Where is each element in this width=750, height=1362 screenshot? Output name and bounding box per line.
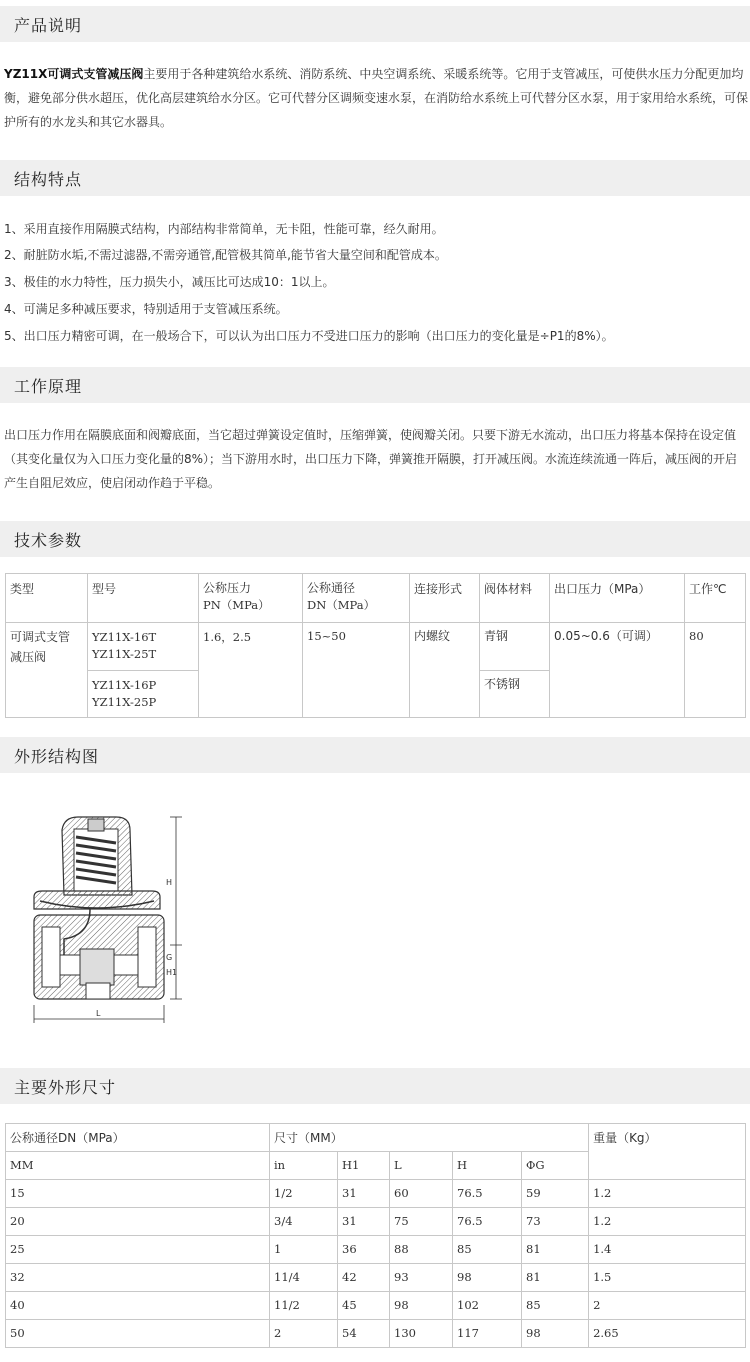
feature-item: 3、极佳的水力特性，压力损失小，减压比可达成10：1以上。	[4, 275, 335, 289]
table-cell: 85	[453, 1236, 522, 1264]
table-cell: 130	[390, 1320, 453, 1348]
h-label: H	[166, 878, 173, 887]
table-cell: 2	[589, 1292, 746, 1320]
header-cell: 尺寸（MM）	[270, 1124, 589, 1152]
table-cell: 40	[6, 1292, 270, 1320]
table-cell: 81	[522, 1236, 589, 1264]
section-header-description	[0, 6, 750, 42]
diaphragm-housing	[34, 891, 160, 909]
description-paragraph	[4, 62, 748, 134]
table-cell: 2.65	[589, 1320, 746, 1348]
table-cell: 98	[522, 1320, 589, 1348]
table-cell: 20	[6, 1208, 270, 1236]
principle-paragraph: 出口压力作用在隔膜底面和阀瓣底面，当它超过弹簧设定值时，压缩弹簧，使阀瓣关闭。只要下游无水流动，出口压力将基本保持在设定值（其变化量仅为入口压力变化量的8%）；当下游用水时，出口压力下降，弹簧推开隔膜，打开减压阀。水流连续流通一阵后，减压阀的开启产生自阻尼效应，使启闭动作趋于平稳。	[4, 428, 738, 490]
feature-item: 1、采用直接作用隔膜式结构，内部结构非常简单，无卡阻，性能可靠，经久耐用。	[4, 222, 444, 236]
dn-cell: 15~50	[303, 623, 410, 718]
table-cell: 102	[453, 1292, 522, 1320]
type-cell: 可调式支管 减压阀	[6, 623, 88, 718]
table-row	[6, 1236, 746, 1264]
adjust-screw	[88, 819, 104, 831]
header-cell: 类型	[6, 574, 88, 623]
table-cell: 11/2	[270, 1292, 338, 1320]
table-cell: 98	[390, 1292, 453, 1320]
header-cell: MM	[6, 1152, 270, 1180]
section-title: 技术参数	[14, 530, 83, 550]
feature-item: 5、出口压力精密可调，在一般场合下，可以认为出口压力不受进口压力的影响（出口压力的变化量是÷P1的8%）。	[4, 329, 614, 343]
table-cell: 2	[270, 1320, 338, 1348]
header-cell: 出口压力（MPa）	[550, 574, 685, 623]
h1-label: H1	[166, 968, 178, 977]
table-cell: 45	[338, 1292, 390, 1320]
section-header-drawing	[0, 737, 750, 773]
header-cell: 连接形式	[410, 574, 480, 623]
table-cell: 75	[390, 1208, 453, 1236]
table-cell: 25	[6, 1236, 270, 1264]
outlet-pressure-cell: 0.05~0.6（可调）	[550, 623, 685, 718]
table-cell: 11/4	[270, 1264, 338, 1292]
table-cell: 1.4	[589, 1236, 746, 1264]
header-cell: 型号	[88, 574, 199, 623]
table-cell: 60	[390, 1180, 453, 1208]
table-cell: 59	[522, 1180, 589, 1208]
feature-item: 2、耐脏防水垢,不需过滤器,不需旁通管,配管极其简单,能节省大量空间和配管成本。	[4, 248, 447, 262]
table-cell: 1.2	[589, 1180, 746, 1208]
section-title: 外形结构图	[14, 746, 100, 766]
valve-outline-drawing	[20, 805, 190, 1030]
table-cell: 1.2	[589, 1208, 746, 1236]
table-cell: 42	[338, 1264, 390, 1292]
section-header-params	[0, 521, 750, 557]
dims-header-row	[6, 1124, 746, 1152]
material-cell: 不锈钢	[480, 671, 550, 718]
table-cell: 50	[6, 1320, 270, 1348]
table-cell: 98	[453, 1264, 522, 1292]
table-cell: 76.5	[453, 1208, 522, 1236]
model-cell: YZ11X-16P YZ11X-25P	[88, 671, 199, 718]
l-label: L	[96, 1009, 101, 1018]
table-cell: 76.5	[453, 1180, 522, 1208]
table-row	[6, 1320, 746, 1348]
section-title: 产品说明	[14, 15, 83, 35]
section-title: 工作原理	[14, 376, 83, 396]
table-cell: 1/2	[270, 1180, 338, 1208]
material-cell: 青钢	[480, 623, 550, 671]
table-cell: 3/4	[270, 1208, 338, 1236]
dims-table	[5, 1123, 746, 1348]
table-cell: 81	[522, 1264, 589, 1292]
header-cell: H1	[338, 1152, 390, 1180]
g-label: G	[166, 953, 173, 962]
table-cell: 32	[6, 1264, 270, 1292]
section-header-features	[0, 160, 750, 196]
plug	[86, 983, 110, 999]
table-cell: 117	[453, 1320, 522, 1348]
header-cell: 公称通径 DN（MPa）	[303, 574, 410, 623]
params-table	[5, 573, 746, 718]
section-header-dims	[0, 1068, 750, 1104]
header-cell: 重量（Kg）	[589, 1124, 746, 1180]
inlet-port	[42, 927, 60, 987]
valve-disc	[80, 949, 114, 985]
section-title: 结构特点	[14, 169, 83, 189]
table-cell: 88	[390, 1236, 453, 1264]
connection-cell: 内螺纹	[410, 623, 480, 718]
outlet-port	[138, 927, 156, 987]
header-cell: H	[453, 1152, 522, 1180]
section-header-principle	[0, 367, 750, 403]
header-cell: ΦG	[522, 1152, 589, 1180]
table-cell: 73	[522, 1208, 589, 1236]
table-row	[6, 1208, 746, 1236]
feature-item: 4、可满足多种减压要求，特别适用于支管减压系统。	[4, 302, 288, 316]
temp-cell: 80	[685, 623, 746, 718]
header-cell: 阀体材料	[480, 574, 550, 623]
table-row	[6, 1292, 746, 1320]
product-name: YZ11X可调式支管减压阀	[4, 67, 144, 81]
table-cell: 31	[338, 1180, 390, 1208]
table-cell: 85	[522, 1292, 589, 1320]
pn-cell: 1.6，2.5	[199, 623, 303, 718]
table-cell: 54	[338, 1320, 390, 1348]
table-cell: 1.5	[589, 1264, 746, 1292]
table-cell: 31	[338, 1208, 390, 1236]
header-cell: 公称通径DN（MPa）	[6, 1124, 270, 1152]
header-cell: in	[270, 1152, 338, 1180]
table-row	[6, 1264, 746, 1292]
table-cell: 36	[338, 1236, 390, 1264]
table-cell: 15	[6, 1180, 270, 1208]
table-row	[6, 1180, 746, 1208]
model-cell: YZ11X-16T YZ11X-25T	[88, 623, 199, 671]
table-cell: 1	[270, 1236, 338, 1264]
table-cell: 93	[390, 1264, 453, 1292]
description-text: 主要用于各种建筑给水系统、消防系统、中央空调系统、采暖系统等。它用于支管减压，可使供水压力分配更加均衡，避免部分供水超压，优化高层建筑给水分区。它可代替分区调频变速水泵，在消防给水系统上可代替分区水泵，用于家用给水系统，可保护所有的水龙头和其它水器具。	[4, 67, 749, 129]
section-title: 主要外形尺寸	[14, 1077, 117, 1097]
header-cell: 工作℃	[685, 574, 746, 623]
params-header-row	[6, 574, 746, 623]
params-row	[6, 623, 746, 671]
header-cell: 公称压力 PN（MPa）	[199, 574, 303, 623]
header-cell: L	[390, 1152, 453, 1180]
